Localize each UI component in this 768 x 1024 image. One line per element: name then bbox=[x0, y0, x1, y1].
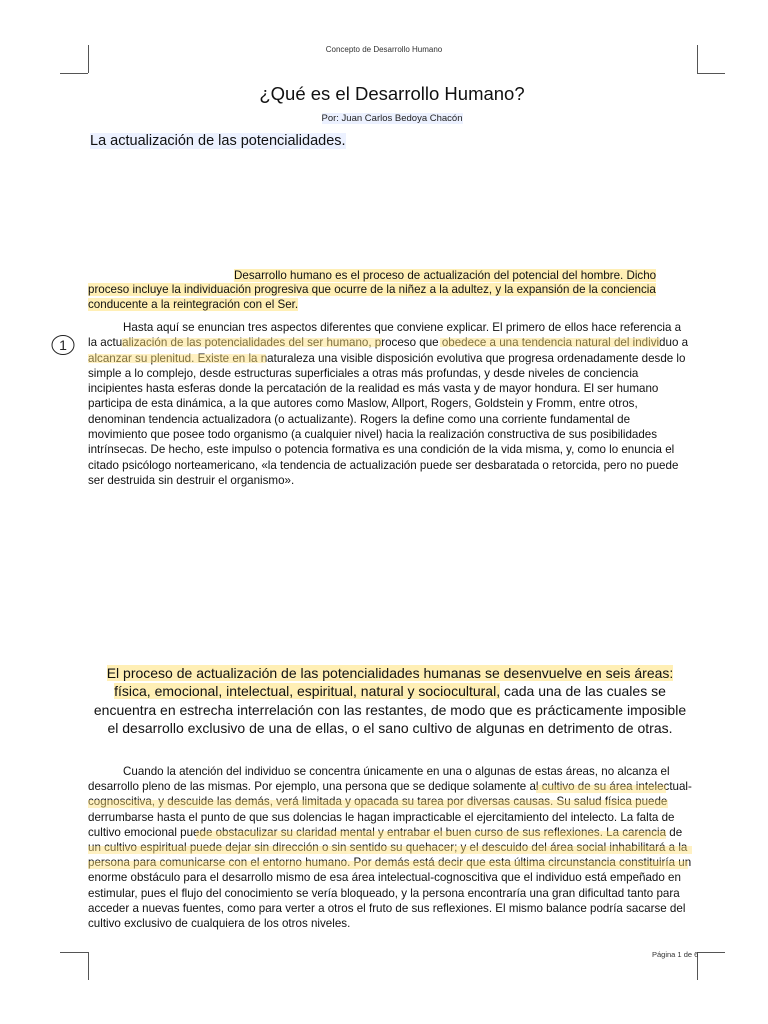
highlight-stroke bbox=[196, 831, 666, 839]
highlight-stroke bbox=[88, 354, 266, 363]
page-title: ¿Qué es el Desarrollo Humano? bbox=[259, 83, 525, 104]
highlight-stroke bbox=[88, 800, 668, 808]
margin-note-text: 1 bbox=[59, 337, 67, 353]
author-line bbox=[0, 113, 768, 124]
section-heading-text: La actualización de las potencialidades. bbox=[90, 133, 346, 149]
definition-quote bbox=[88, 269, 688, 312]
areas-statement-highlighted: El proceso de actualización de las potencialidades humanas se desenvuelve en seis áreas: física, emocional, intelectual, espiritual, natural y sociocultural, bbox=[106, 665, 674, 700]
author-text: Por: Juan Carlos Bedoya Chacón bbox=[321, 113, 463, 124]
highlight-stroke bbox=[122, 338, 382, 347]
section-heading bbox=[88, 133, 348, 149]
areas-statement bbox=[88, 664, 692, 737]
highlight-stroke bbox=[88, 846, 692, 854]
highlight-stroke bbox=[536, 785, 666, 793]
margin-note-circled-number bbox=[50, 333, 78, 362]
highlight-stroke bbox=[88, 861, 688, 869]
running-header: Concepto de Desarrollo Humano bbox=[325, 45, 443, 54]
paragraph-2-text: Cuando la atención del individuo se concentra únicamente en una o algunas de estas áreas, no alcanza el desarrollo pleno de las mismas. Por ejemplo, una persona que se dedique solamente al cultivo de su área intelectual-cognoscitiva, y descuide las demás, verá limitada y opacada su tarea por diversas causas. Su salud física puede derrumbarse hasta el punto de que sus dolencias le hagan impracticable el ejercitamiento del intelecto. La falta de cultivo emocional puede obstaculizar su claridad mental y entrabar el buen curso de sus reflexiones. La carencia de un cultivo espiritual puede dejar sin dirección o sin sentido su quehacer; y el descuido del área social inhabilitará a la persona para comunicarse con el entorno humano. Por demás está decir que esta última circunstancia constituiría un enorme obstáculo para el desarrollo mismo de esa área intelectual-cognoscitiva que el individuo está empeñado en estimular, pues el flujo del conocimiento se vería bloqueado, y la persona encontraría una gran dificultad tanto para acceder a nuevas fuentes, como para verter a otros el fruto de sus reflexiones. El mismo balance podría sacarse del cultivo exclusivo de cualquiera de los otros niveles. bbox=[88, 765, 692, 931]
quote-text: Desarrollo humano es el proceso de actualización del potencial del hombre. Dicho proceso incluye la individuación progresiva que ocurre de la niñez a la adultez, y la expansión de la conciencia conducente a la reintegración con el Ser. bbox=[88, 269, 657, 311]
page-number: Página 1 de 6 bbox=[652, 950, 699, 959]
paragraph-1-text: Hasta aquí se enuncian tres aspectos diferentes que conviene explicar. El primero de ellos hace referencia a la actualización de las potencialidades del ser humano, proceso que obedece a una tendencia natural del individuo a alcanzar su plenitud. Existe en la naturaleza una visible disposición evolutiva que progresa ordenadamente desde lo simple a lo complejo, desde estructuras superficiales a otras más profundas, y desde niveles de conciencia incipientes hasta esferas donde la percatación de la realidad es más vasta y de mayor hondura. El ser humano participa de esta dinámica, a la que autores como Maslow, Allport, Rogers, Goldstein y Fromm, entre otros, denominan tendencia actualizadora (o actualizante). Rogers la define como una corriente fundamental de movimiento que posee todo organismo (a cualquier nivel) hacia la realización constructiva de sus posibilidades intrínsecas. De hecho, este impulso o potencia formativa es una condición de la vida misma, y, como lo enuncia el citado psicólogo norteamericano, «la tendencia de actualización puede ser desbaratada o retorcida, pero no puede ser destruida sin destruir el organismo». bbox=[88, 321, 689, 487]
areas-statement-rest: cada una de las cuales se encuentra en estrecha interrelación con las restantes, de modo que es prácticamente imposible el desarrollo exclusivo de una de ellas, o el sano cultivo de algunas en detrimento de otras. bbox=[93, 683, 687, 736]
highlight-stroke bbox=[440, 338, 660, 347]
